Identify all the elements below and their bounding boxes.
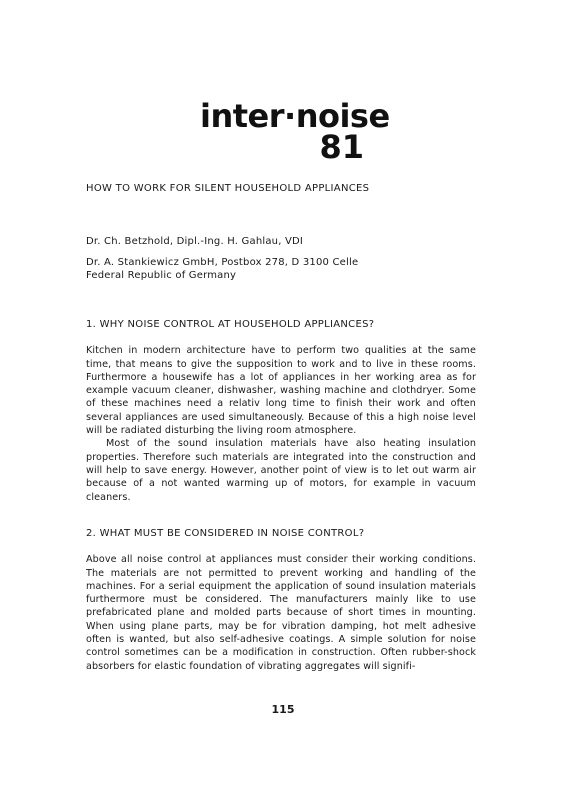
- body-paragraph: Above all noise control at appliances must consider their working conditions. The materials are not permitted to prevent working and handling of the machines. For a serial equipment the application of sound insulation materials furthermore must be considered. The manufacturers mainly like to use prefabricated plane and molded parts because of short times in mounting. When using plane parts, may be for vibration damping, hot melt adhesive often is wanted, but also self-adhesive coatings. A simple solution for noise control sometimes can be a modification in construction. Often rubber-shock absorbers for elastic foundation of vibrating aggregates will signifi-: [86, 554, 476, 672]
- logo-year: 81: [319, 128, 364, 166]
- logo-wordmark: inter·noise: [200, 97, 390, 135]
- conference-logo: [200, 97, 390, 166]
- section-heading: 2. WHAT MUST BE CONSIDERED IN NOISE CONTROL?: [86, 528, 365, 539]
- body-paragraph: Most of the sound insulation materials have also heating insulation properties. Therefore such materials are integrated into the construction and will help to save energy. However, another point of view is to let out warm air because of a not wanted warming up of motors, for example in vacuum cleaners.: [86, 438, 476, 503]
- country-line: Federal Republic of Germany: [86, 270, 237, 281]
- body-paragraph: Kitchen in modern architecture have to perform two qualities at the same time, that means to give the supposition to work and to live in these rooms. Furthermore a housewife has a lot of appliances in her working area as for example vacuum cleaner, dishwasher, washing machine and clothdryer. Some of these machines need a relativ long time to finish their work and often several appliances are used simultaneously. Because of this a high noise level will be radiated disturbing the living room atmosphere.: [86, 345, 476, 437]
- section-2: [86, 527, 476, 673]
- section-1: [86, 318, 476, 504]
- page-number: 115: [271, 703, 295, 716]
- author-block: [86, 235, 358, 282]
- paper-title: HOW TO WORK FOR SILENT HOUSEHOLD APPLIANCES: [86, 183, 370, 194]
- authors-line: Dr. Ch. Betzhold, Dipl.-Ing. H. Gahlau, VDI: [86, 236, 304, 247]
- affiliation-line: Dr. A. Stankiewicz GmbH, Postbox 278, D 3100 Celle: [86, 257, 359, 268]
- section-heading: 1. WHY NOISE CONTROL AT HOUSEHOLD APPLIANCES?: [86, 319, 375, 330]
